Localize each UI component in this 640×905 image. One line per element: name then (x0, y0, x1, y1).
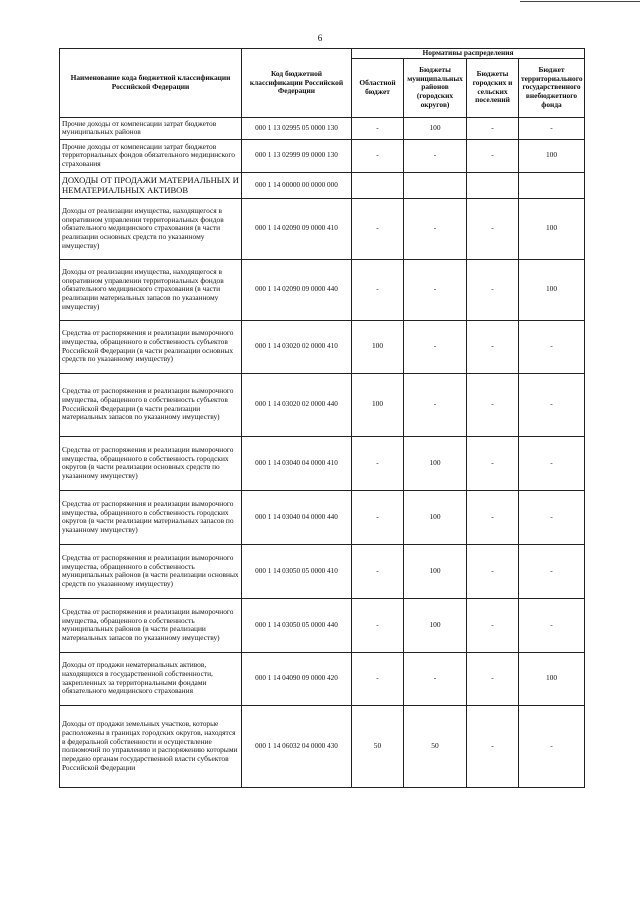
row-municipal-cell: - (404, 373, 467, 436)
row-name-cell: Доходы от продажи нематериальных активов, находящихся в государственной собственности, закрепленных за территориальными фондами обязательного медицинского страхования (60, 652, 242, 705)
table-row (60, 436, 585, 490)
row-fund-cell: - (519, 320, 585, 373)
header-regional-budget: Областной бюджет (352, 58, 404, 117)
row-municipal-cell: 100 (404, 598, 467, 652)
table-row (60, 139, 585, 172)
row-regional-cell: 100 (352, 373, 404, 436)
header-distribution-group: Нормативы распределения (352, 49, 585, 59)
row-regional-cell: - (352, 436, 404, 490)
row-regional-cell: - (352, 139, 404, 172)
row-name-cell: Прочие доходы от компенсации затрат бюджетов муниципальных районов (60, 117, 242, 139)
table-body (60, 117, 585, 787)
row-name-cell: ДОХОДЫ ОТ ПРОДАЖИ МАТЕРИАЛЬНЫХ И НЕМАТЕРИАЛЬНЫХ АКТИВОВ (60, 172, 242, 198)
row-municipal-cell: - (404, 320, 467, 373)
row-fund-cell: - (519, 117, 585, 139)
row-code-cell: 000 1 14 02090 09 0000 440 (242, 259, 352, 320)
row-code-cell: 000 1 14 02090 09 0000 410 (242, 198, 352, 259)
row-settlements-cell: - (467, 652, 519, 705)
row-name-cell: Средства от распоряжения и реализации выморочного имущества, обращенного в собственность городских округов (в части реализации материальных запасов по указанному имуществу) (60, 490, 242, 544)
page-number: 6 (317, 33, 323, 43)
row-name-cell: Прочие доходы от компенсации затрат бюджетов территориальных фондов обязательного медицинского страхования (60, 139, 242, 172)
row-code-cell: 000 1 14 03050 05 0000 440 (242, 598, 352, 652)
row-regional-cell (352, 172, 404, 198)
row-code-cell: 000 1 13 02995 05 0000 130 (242, 117, 352, 139)
row-fund-cell: - (519, 598, 585, 652)
row-municipal-cell: - (404, 198, 467, 259)
row-code-cell: 000 1 14 03040 04 0000 410 (242, 436, 352, 490)
row-municipal-cell: 100 (404, 544, 467, 598)
row-code-cell: 000 1 14 03050 05 0000 410 (242, 544, 352, 598)
table-row (60, 259, 585, 320)
row-municipal-cell: 50 (404, 705, 467, 787)
row-name-cell: Средства от распоряжения и реализации выморочного имущества, обращенного в собственность муниципальных районов (в части реализации материальных запасов по указанному имуществу) (60, 598, 242, 652)
row-fund-cell: - (519, 373, 585, 436)
row-regional-cell: - (352, 652, 404, 705)
row-regional-cell: - (352, 259, 404, 320)
row-fund-cell: 100 (519, 139, 585, 172)
row-fund-cell: - (519, 705, 585, 787)
row-settlements-cell: - (467, 117, 519, 139)
header-code: Код бюджетной классификации Российской Федерации (242, 49, 352, 118)
row-name-cell: Средства от распоряжения и реализации выморочного имущества, обращенного в собственность субъектов Российской Федерации (в части реализации основных средств по указанному имуществу) (60, 320, 242, 373)
row-settlements-cell: - (467, 373, 519, 436)
table-row (60, 598, 585, 652)
row-settlements-cell: - (467, 544, 519, 598)
row-code-cell: 000 1 14 04090 09 0000 420 (242, 652, 352, 705)
row-regional-cell: - (352, 198, 404, 259)
header-municipal-budget: Бюджеты муниципальных районов (городских округов) (404, 58, 467, 117)
row-municipal-cell: - (404, 652, 467, 705)
row-code-cell: 000 1 14 03020 02 0000 440 (242, 373, 352, 436)
row-name-cell: Средства от распоряжения и реализации выморочного имущества, обращенного в собственность субъектов Российской Федерации (в части реализации материальных запасов по указанному имуществу) (60, 373, 242, 436)
row-municipal-cell (404, 172, 467, 198)
table-row (60, 373, 585, 436)
row-settlements-cell: - (467, 320, 519, 373)
row-municipal-cell: 100 (404, 436, 467, 490)
table-row (60, 490, 585, 544)
row-name-cell: Средства от распоряжения и реализации выморочного имущества, обращенного в собственность городских округов (в части реализации основных средств по указанному имуществу) (60, 436, 242, 490)
row-regional-cell: 50 (352, 705, 404, 787)
row-fund-cell (519, 172, 585, 198)
row-settlements-cell: - (467, 490, 519, 544)
row-fund-cell: 100 (519, 259, 585, 320)
row-settlements-cell: - (467, 198, 519, 259)
row-municipal-cell: 100 (404, 490, 467, 544)
header-fund-budget: Бюджет территориального государственного внебюджетного фонда (519, 58, 585, 117)
top-edge-rule (520, 1, 640, 2)
table-row (60, 705, 585, 787)
row-fund-cell: 100 (519, 198, 585, 259)
header-settlements-budget: Бюджеты городских и сельских поселений (467, 58, 519, 117)
row-code-cell: 000 1 14 06032 04 0000 430 (242, 705, 352, 787)
row-code-cell: 000 1 14 03040 04 0000 440 (242, 490, 352, 544)
row-municipal-cell: - (404, 139, 467, 172)
row-code-cell: 000 1 14 03020 02 0000 410 (242, 320, 352, 373)
table-row (60, 544, 585, 598)
row-name-cell: Доходы от продажи земельных участков, которые расположены в границах городских округов, находятся в федеральной собственности и осуществление полномочий по управлению и распоряжению которыми передано органам государственной власти субъектов Российской Федерации (60, 705, 242, 787)
row-name-cell: Доходы от реализации имущества, находящегося в оперативном управлении территориальных фондов обязательного медицинского страхования (в части реализации материальных запасов по указанному имуществу) (60, 259, 242, 320)
row-settlements-cell: - (467, 705, 519, 787)
row-regional-cell: - (352, 490, 404, 544)
row-regional-cell: - (352, 117, 404, 139)
row-fund-cell: - (519, 436, 585, 490)
row-settlements-cell (467, 172, 519, 198)
row-fund-cell: 100 (519, 652, 585, 705)
row-settlements-cell: - (467, 139, 519, 172)
table-row (60, 117, 585, 139)
row-settlements-cell: - (467, 598, 519, 652)
row-settlements-cell: - (467, 259, 519, 320)
row-regional-cell: - (352, 544, 404, 598)
row-fund-cell: - (519, 544, 585, 598)
row-name-cell: Доходы от реализации имущества, находящегося в оперативном управлении территориальных фондов обязательного медицинского страхования (в части реализации основных средств по указанному имуществу) (60, 198, 242, 259)
row-regional-cell: - (352, 598, 404, 652)
table-row (60, 172, 585, 198)
header-name: Наименование кода бюджетной классификации Российской Федерации (60, 49, 242, 118)
table-row (60, 320, 585, 373)
row-name-cell: Средства от распоряжения и реализации выморочного имущества, обращенного в собственность муниципальных районов (в части реализации основных средств по указанному имуществу) (60, 544, 242, 598)
row-municipal-cell: - (404, 259, 467, 320)
row-code-cell: 000 1 14 00000 00 0000 000 (242, 172, 352, 198)
budget-distribution-table (59, 48, 585, 788)
row-code-cell: 000 1 13 02999 09 0000 130 (242, 139, 352, 172)
table-row (60, 198, 585, 259)
row-settlements-cell: - (467, 436, 519, 490)
row-municipal-cell: 100 (404, 117, 467, 139)
row-regional-cell: 100 (352, 320, 404, 373)
row-fund-cell: - (519, 490, 585, 544)
table-row (60, 652, 585, 705)
